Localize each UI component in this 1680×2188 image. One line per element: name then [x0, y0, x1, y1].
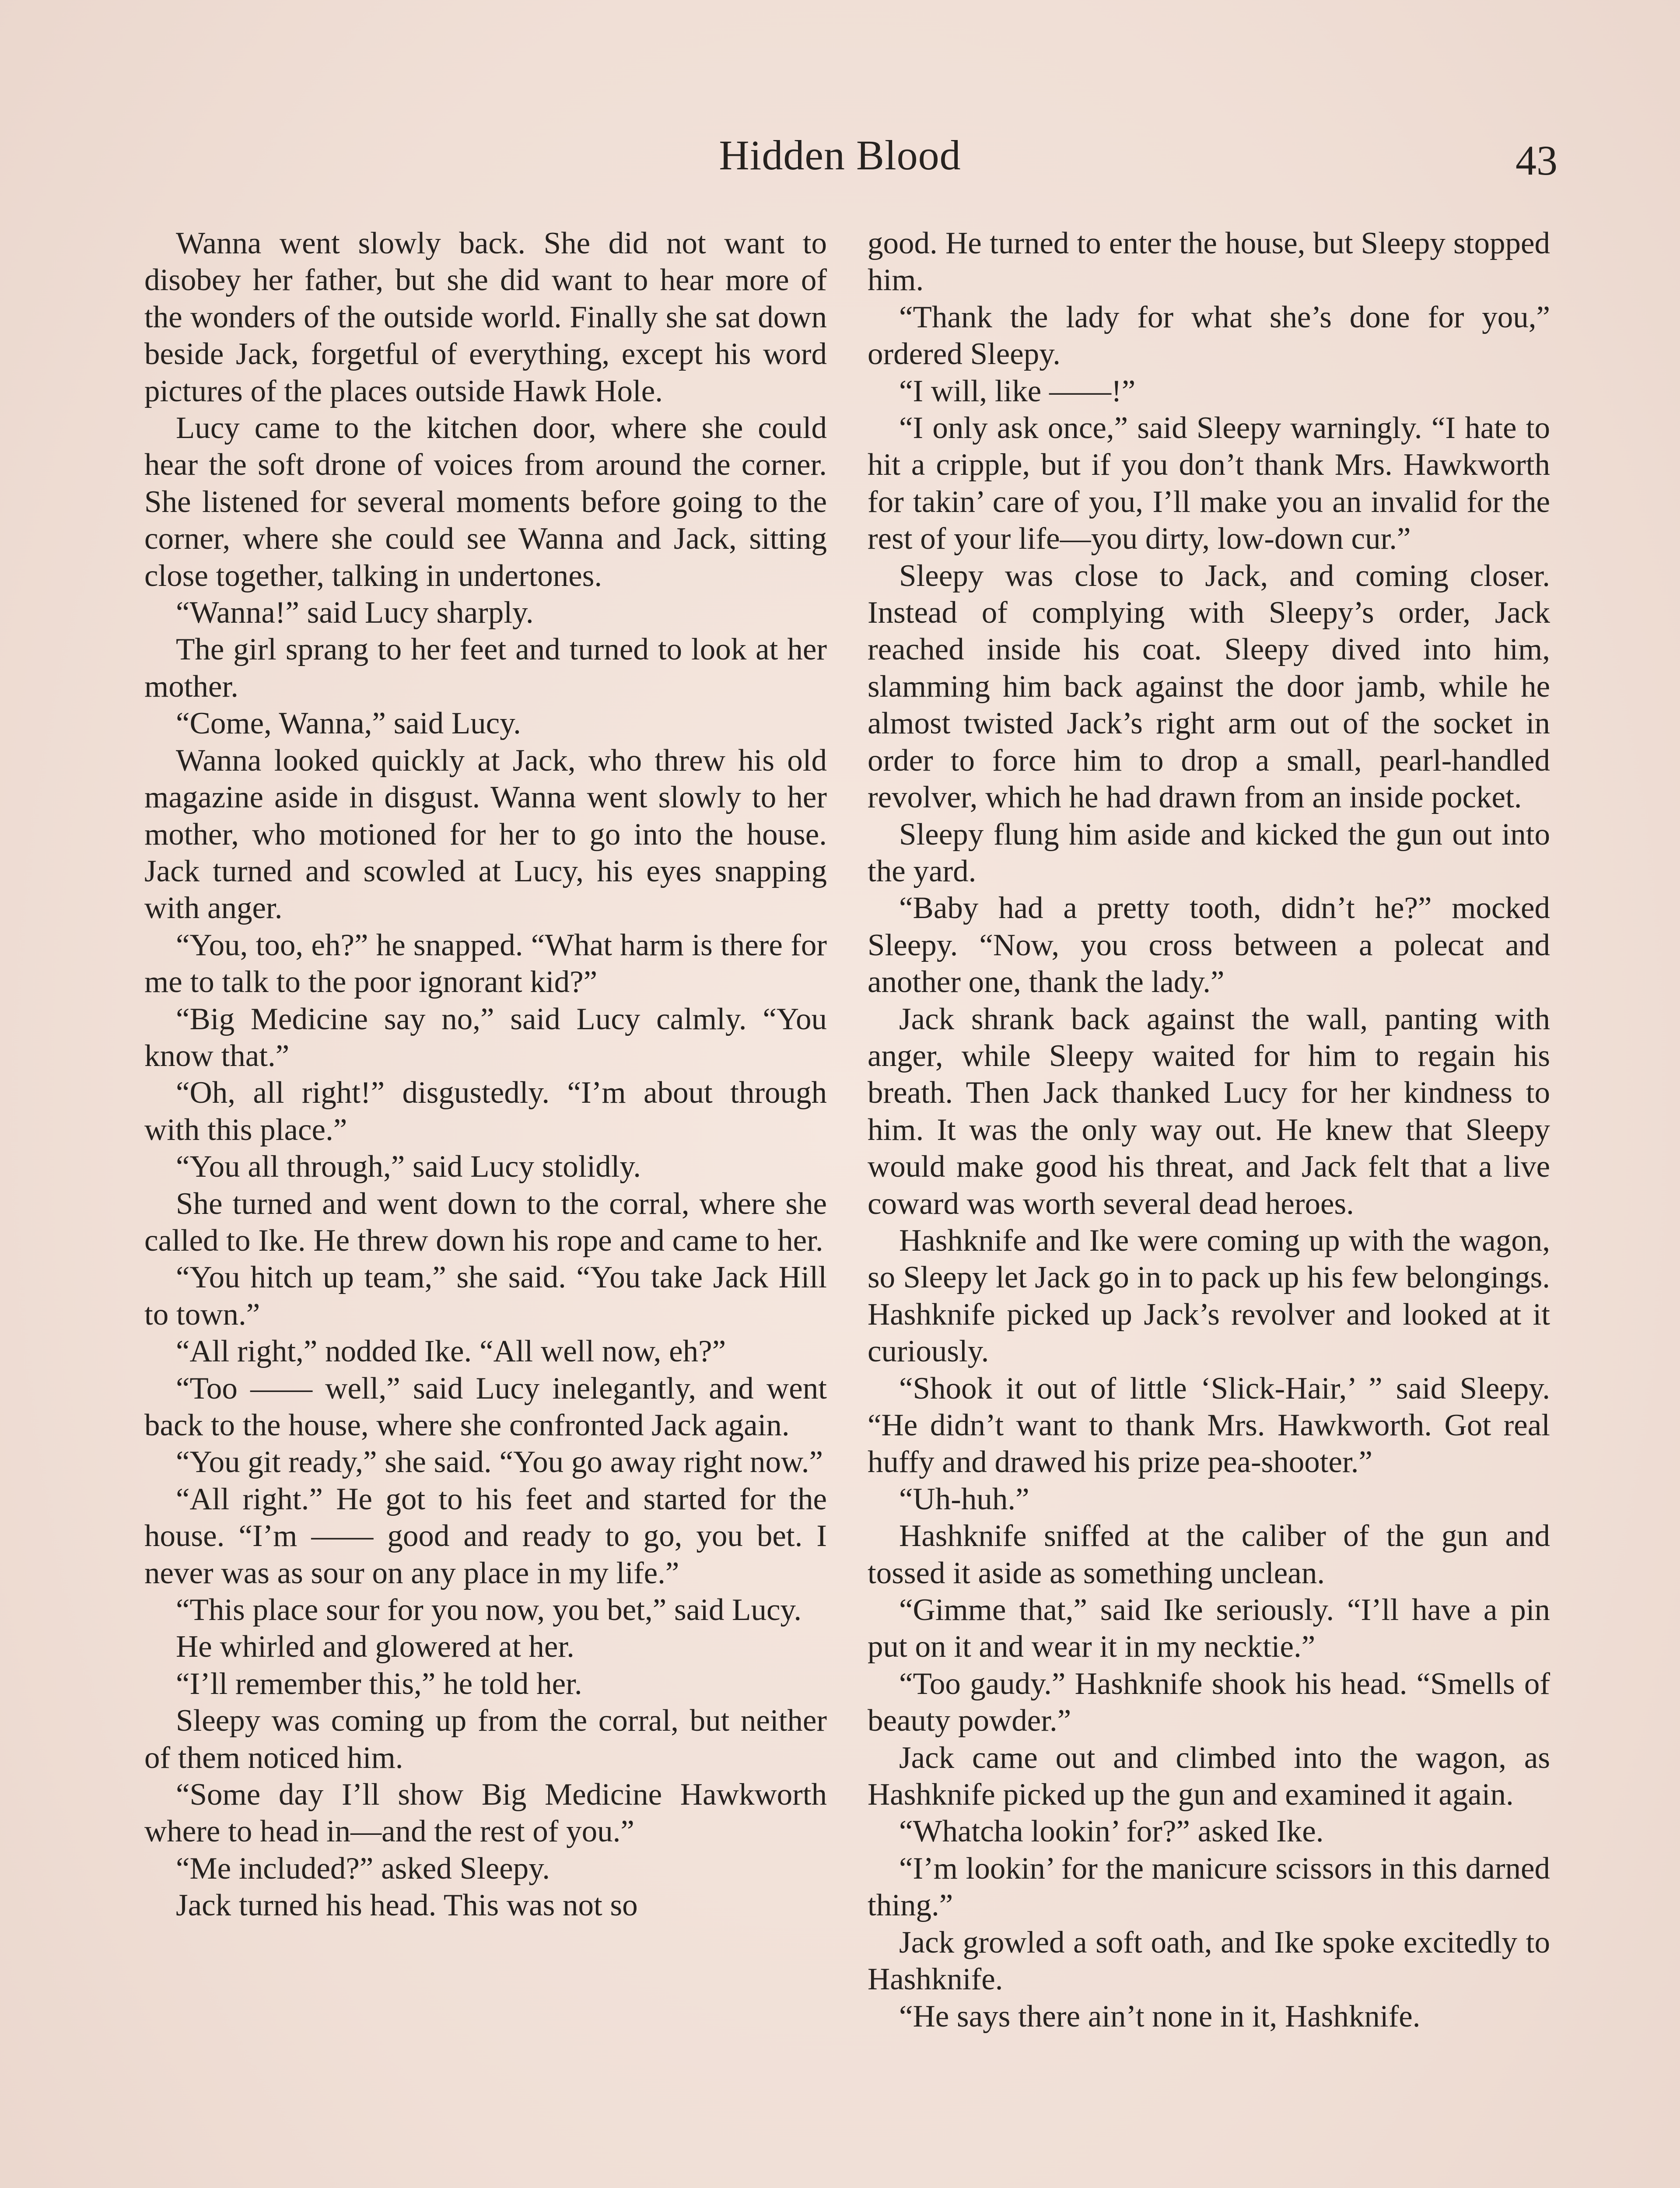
paragraph: “You git ready,” she said. “You go away right now.” — [176, 1445, 823, 1480]
running-title: Hidden Blood — [719, 132, 961, 179]
paragraph: Lucy came to the kitchen door, where she could hear the soft drone of voices from around the corner. She listened for several moments before going to the corner, where she could see Wanna and Jack, sitting close together, talking in undertones. — [144, 411, 827, 593]
paragraph: Wanna went slowly back. She did not want to disobey her father, but she did want to hear more of the wonders of the outside world. Finally she sat down beside Jack, forgetful of everything, except his word pictures of the places outside Hawk Hole. — [144, 226, 827, 408]
paragraph: “Wanna!” said Lucy sharply. — [176, 596, 534, 630]
paragraph: “Baby had a pretty tooth, didn’t he?” mocked Sleepy. “Now, you cross between a polecat and another one, thank the lady.” — [868, 891, 1550, 999]
paragraph: “All right.” He got to his feet and started for the house. “I’m —— good and ready to go, you bet. I never was as sour on any place in my life.” — [144, 1482, 827, 1590]
paragraph: “All right,” nodded Ike. “All well now, eh?” — [176, 1334, 726, 1369]
paragraph: “Shook it out of little ‘Slick-Hair,’ ” said Sleepy. “He didn’t want to thank Mrs. Hawkworth. Got real huffy and drawed his prize pea-shooter.” — [868, 1371, 1550, 1480]
paragraph: Jack growled a soft oath, and Ike spoke excitedly to Hashknife. — [868, 1925, 1550, 1997]
paragraph: Sleepy was coming up from the corral, but neither of them noticed him. — [144, 1704, 827, 1775]
paragraph-continued: good. He turned to enter the house, but Sleepy stopped him. — [868, 226, 1550, 298]
paragraph: “He says there ain’t none in it, Hashknife. — [899, 1999, 1421, 2034]
paragraph: “Too gaudy.” Hashknife shook his head. “Smells of beauty powder.” — [868, 1666, 1550, 1738]
paragraph: “Whatcha lookin’ for?” asked Ike. — [899, 1814, 1324, 1849]
paragraph: He whirled and glowered at her. — [176, 1630, 574, 1664]
paragraph: “Me included?” asked Sleepy. — [176, 1851, 550, 1886]
left-column — [144, 225, 827, 1924]
paragraph: Wanna looked quickly at Jack, who threw his old magazine aside in disgust. Wanna went slowly to her mother, who motioned for her to go into the house. Jack turned and scowled at Lucy, his eyes snapping with anger. — [144, 743, 827, 926]
paragraph: “Big Medicine say no,” said Lucy calmly. “You know that.” — [144, 1002, 827, 1073]
paragraph: Hashknife and Ike were coming up with the wagon, so Sleepy let Jack go in to pack up his few belongings. Hashknife picked up Jack’s revolver and looked at it curiously. — [868, 1223, 1550, 1369]
paragraph: “I’m lookin’ for the manicure scissors in this darned thing.” — [868, 1851, 1550, 1923]
paragraph: “Come, Wanna,” said Lucy. — [176, 706, 521, 741]
paragraph: “You all through,” said Lucy stolidly. — [176, 1150, 641, 1184]
paragraph: “I’ll remember this,” he told her. — [176, 1666, 582, 1701]
paragraph: Hashknife sniffed at the caliber of the gun and tossed it aside as something unclean. — [868, 1519, 1550, 1590]
paragraph: Jack turned his head. This was not so — [176, 1888, 638, 1923]
paragraph: “Gimme that,” said Ike seriously. “I’ll have a pin put on it and wear it in my necktie.” — [868, 1593, 1550, 1664]
paragraph: “This place sour for you now, you bet,” said Lucy. — [176, 1593, 802, 1627]
paragraph: “Too —— well,” said Lucy inelegantly, and went back to the house, where she confronted Jack again. — [144, 1371, 827, 1442]
paragraph: The girl sprang to her feet and turned to look at her mother. — [144, 632, 827, 704]
paragraph: “You, too, eh?” he snapped. “What harm is there for me to talk to the poor ignorant kid?” — [144, 928, 827, 999]
running-head — [0, 127, 1680, 188]
paragraph: Sleepy was close to Jack, and coming closer. Instead of complying with Sleepy’s order, Jack reached inside his coat. Sleepy dived into him, slamming him back against the door jamb, while he almost twisted Jack’s right arm out of the socket in order to force him to drop a small, pearl-handled revolver, which he had drawn from an inside pocket. — [868, 558, 1550, 815]
paragraph: “Thank the lady for what she’s done for you,” ordered Sleepy. — [868, 300, 1550, 372]
paragraph: “You hitch up team,” she said. “You take Jack Hill to town.” — [144, 1260, 827, 1332]
paragraph: She turned and went down to the corral, where she called to Ike. He threw down his rope and came to her. — [144, 1186, 827, 1258]
paragraph: Sleepy flung him aside and kicked the gun out into the yard. — [868, 817, 1550, 888]
right-column — [868, 225, 1550, 2035]
page-number: 43 — [1516, 137, 1558, 184]
paragraph: “Some day I’ll show Big Medicine Hawkworth where to head in—and the rest of you.” — [144, 1778, 827, 1849]
paragraph: Jack shrank back against the wall, panting with anger, while Sleepy waited for him to regain his breath. Then Jack thanked Lucy for her kindness to him. It was the only way out. He knew that Sleepy would make good his threat, and Jack felt that a live coward was worth several dead heroes. — [868, 1002, 1550, 1221]
paragraph: “Oh, all right!” disgustedly. “I’m about through with this place.” — [144, 1076, 827, 1147]
paragraph: “I only ask once,” said Sleepy warningly. “I hate to hit a cripple, but if you don’t thank Mrs. Hawkworth for takin’ care of you, I’ll make you an invalid for the rest of your life—you dirty, low-down cur.” — [868, 411, 1550, 556]
paragraph: Jack came out and climbed into the wagon, as Hashknife picked up the gun and examined it again. — [868, 1740, 1550, 1812]
paragraph: “Uh-huh.” — [899, 1482, 1029, 1516]
paragraph: “I will, like ——!” — [899, 374, 1136, 408]
